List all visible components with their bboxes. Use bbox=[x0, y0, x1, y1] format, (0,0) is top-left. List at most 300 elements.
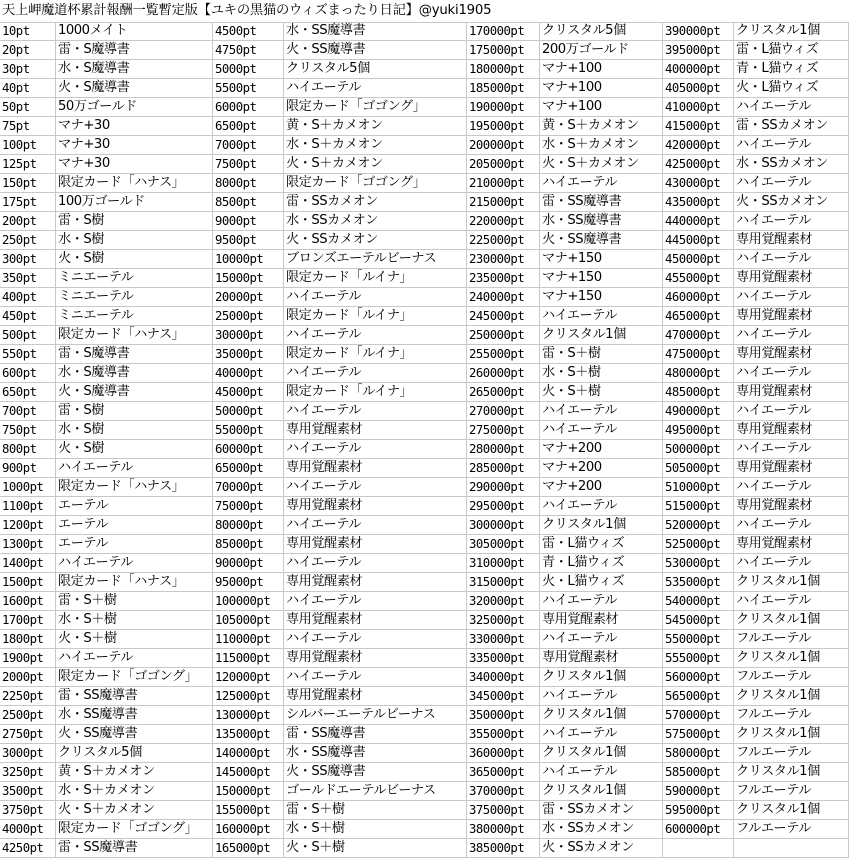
reward-cell: ハイエーテル bbox=[540, 307, 663, 326]
reward-cell: ハイエーテル bbox=[734, 364, 849, 383]
points-cell: 5500pt bbox=[213, 79, 284, 98]
reward-cell: ハイエーテル bbox=[284, 402, 467, 421]
reward-cell: 専用覚醒素材 bbox=[734, 459, 849, 478]
points-cell: 465000pt bbox=[663, 307, 734, 326]
reward-cell: 水・SSカメオン bbox=[284, 212, 467, 231]
points-cell: 275000pt bbox=[467, 421, 540, 440]
points-cell: 4000pt bbox=[0, 820, 56, 839]
reward-cell: 雷・S樹 bbox=[56, 402, 213, 421]
points-cell: 295000pt bbox=[467, 497, 540, 516]
reward-cell: エーテル bbox=[56, 497, 213, 516]
reward-cell: 専用覚醒素材 bbox=[540, 611, 663, 630]
points-cell: 435000pt bbox=[663, 193, 734, 212]
points-cell: 1800pt bbox=[0, 630, 56, 649]
points-cell: 570000pt bbox=[663, 706, 734, 725]
points-cell: 6000pt bbox=[213, 98, 284, 117]
points-cell: 3500pt bbox=[0, 782, 56, 801]
reward-cell: ハイエーテル bbox=[734, 98, 849, 117]
reward-cell: 火・S＋樹 bbox=[284, 839, 467, 858]
reward-cell: 専用覚醒素材 bbox=[284, 421, 467, 440]
reward-cell: 雷・L猫ウィズ bbox=[734, 41, 849, 60]
points-cell: 565000pt bbox=[663, 687, 734, 706]
reward-cell: エーテル bbox=[56, 516, 213, 535]
reward-cell: ブロンズエーテルビーナス bbox=[284, 250, 467, 269]
points-cell: 525000pt bbox=[663, 535, 734, 554]
points-cell: 375000pt bbox=[467, 801, 540, 820]
points-cell: 1300pt bbox=[0, 535, 56, 554]
reward-cell: 限定カード「ハナス」 bbox=[56, 478, 213, 497]
reward-cell: 黄・S＋カメオン bbox=[284, 117, 467, 136]
points-cell: 175pt bbox=[0, 193, 56, 212]
reward-cell: 雷・SS魔導書 bbox=[284, 725, 467, 744]
reward-cell: 水・S魔導書 bbox=[56, 60, 213, 79]
points-cell: 205000pt bbox=[467, 155, 540, 174]
reward-cell: フルエーテル bbox=[734, 782, 849, 801]
points-cell: 140000pt bbox=[213, 744, 284, 763]
points-cell: 30000pt bbox=[213, 326, 284, 345]
reward-cell: 雷・SSカメオン bbox=[284, 193, 467, 212]
points-cell: 145000pt bbox=[213, 763, 284, 782]
reward-cell: クリスタル1個 bbox=[734, 573, 849, 592]
points-cell: 180000pt bbox=[467, 60, 540, 79]
reward-cell: 専用覚醒素材 bbox=[734, 345, 849, 364]
reward-cell: 火・S＋樹 bbox=[56, 630, 213, 649]
points-cell: 4250pt bbox=[0, 839, 56, 858]
reward-cell: 黄・S＋カメオン bbox=[56, 763, 213, 782]
reward-cell: ハイエーテル bbox=[734, 402, 849, 421]
points-cell: 70000pt bbox=[213, 478, 284, 497]
points-cell: 490000pt bbox=[663, 402, 734, 421]
points-cell: 7000pt bbox=[213, 136, 284, 155]
reward-cell: 専用覚醒素材 bbox=[284, 497, 467, 516]
reward-cell: ハイエーテル bbox=[540, 725, 663, 744]
points-cell: 230000pt bbox=[467, 250, 540, 269]
reward-cell: ハイエーテル bbox=[284, 592, 467, 611]
reward-cell: 1000メイト bbox=[56, 22, 213, 41]
reward-cell: ハイエーテル bbox=[540, 402, 663, 421]
reward-cell: 火・SS魔導書 bbox=[284, 763, 467, 782]
points-cell: 220000pt bbox=[467, 212, 540, 231]
points-cell: 150000pt bbox=[213, 782, 284, 801]
reward-cell: ミニエーテル bbox=[56, 269, 213, 288]
points-cell: 55000pt bbox=[213, 421, 284, 440]
reward-cell: 限定カード「ハナス」 bbox=[56, 174, 213, 193]
points-cell: 40pt bbox=[0, 79, 56, 98]
reward-cell: ミニエーテル bbox=[56, 288, 213, 307]
reward-cell: ハイエーテル bbox=[284, 630, 467, 649]
reward-cell bbox=[734, 839, 849, 858]
reward-cell: 水・S＋樹 bbox=[540, 364, 663, 383]
reward-cell: 専用覚醒素材 bbox=[284, 649, 467, 668]
points-cell: 1700pt bbox=[0, 611, 56, 630]
reward-cell: 青・L猫ウィズ bbox=[734, 60, 849, 79]
reward-cell: 雷・SSカメオン bbox=[540, 801, 663, 820]
reward-cell: 専用覚醒素材 bbox=[284, 611, 467, 630]
reward-cell: 限定カード「ゴゴング」 bbox=[284, 174, 467, 193]
reward-cell: 火・SS魔導書 bbox=[56, 725, 213, 744]
points-cell: 1200pt bbox=[0, 516, 56, 535]
reward-cell: ハイエーテル bbox=[734, 326, 849, 345]
points-cell: 3750pt bbox=[0, 801, 56, 820]
points-cell: 325000pt bbox=[467, 611, 540, 630]
points-cell: 110000pt bbox=[213, 630, 284, 649]
reward-cell: マナ+100 bbox=[540, 79, 663, 98]
reward-cell: クリスタル5個 bbox=[56, 744, 213, 763]
points-cell: 300000pt bbox=[467, 516, 540, 535]
reward-cell: 水・S樹 bbox=[56, 421, 213, 440]
reward-cell: 雷・SS魔導書 bbox=[540, 193, 663, 212]
reward-cell: 専用覚醒素材 bbox=[734, 535, 849, 554]
points-cell: 550000pt bbox=[663, 630, 734, 649]
points-cell: 235000pt bbox=[467, 269, 540, 288]
reward-cell: 限定カード「ルイナ」 bbox=[284, 269, 467, 288]
reward-cell: ハイエーテル bbox=[540, 763, 663, 782]
points-cell: 520000pt bbox=[663, 516, 734, 535]
points-cell: 135000pt bbox=[213, 725, 284, 744]
points-cell: 400000pt bbox=[663, 60, 734, 79]
reward-cell: ハイエーテル bbox=[734, 478, 849, 497]
points-cell: 350000pt bbox=[467, 706, 540, 725]
points-cell: 485000pt bbox=[663, 383, 734, 402]
reward-cell: マナ+30 bbox=[56, 155, 213, 174]
points-cell: 90000pt bbox=[213, 554, 284, 573]
reward-cell: 200万ゴールド bbox=[540, 41, 663, 60]
reward-cell: 専用覚醒素材 bbox=[284, 687, 467, 706]
points-cell: 280000pt bbox=[467, 440, 540, 459]
reward-cell: 火・L猫ウィズ bbox=[734, 79, 849, 98]
points-cell: 380000pt bbox=[467, 820, 540, 839]
points-cell: 25000pt bbox=[213, 307, 284, 326]
points-cell: 415000pt bbox=[663, 117, 734, 136]
points-cell: 330000pt bbox=[467, 630, 540, 649]
points-cell: 590000pt bbox=[663, 782, 734, 801]
points-cell: 345000pt bbox=[467, 687, 540, 706]
points-cell: 585000pt bbox=[663, 763, 734, 782]
reward-cell: 水・SS魔導書 bbox=[284, 744, 467, 763]
points-cell: 2000pt bbox=[0, 668, 56, 687]
reward-cell: 限定カード「ゴゴング」 bbox=[56, 668, 213, 687]
points-cell: 515000pt bbox=[663, 497, 734, 516]
reward-cell: ハイエーテル bbox=[284, 440, 467, 459]
points-cell: 9500pt bbox=[213, 231, 284, 250]
reward-cell: ハイエーテル bbox=[56, 649, 213, 668]
reward-cell: 水・SSカメオン bbox=[540, 820, 663, 839]
points-cell: 9000pt bbox=[213, 212, 284, 231]
points-cell: 550pt bbox=[0, 345, 56, 364]
reward-cell: 水・SS魔導書 bbox=[284, 22, 467, 41]
reward-cell: 専用覚醒素材 bbox=[284, 573, 467, 592]
points-cell: 150pt bbox=[0, 174, 56, 193]
points-cell: 80000pt bbox=[213, 516, 284, 535]
reward-cell: シルバーエーテルビーナス bbox=[284, 706, 467, 725]
points-cell: 3250pt bbox=[0, 763, 56, 782]
points-cell: 8500pt bbox=[213, 193, 284, 212]
reward-cell: クリスタル1個 bbox=[734, 801, 849, 820]
reward-cell: 火・S＋カメオン bbox=[540, 155, 663, 174]
points-cell: 405000pt bbox=[663, 79, 734, 98]
reward-cell: ハイエーテル bbox=[734, 288, 849, 307]
points-cell: 445000pt bbox=[663, 231, 734, 250]
reward-cell: マナ+200 bbox=[540, 440, 663, 459]
points-cell: 650pt bbox=[0, 383, 56, 402]
points-cell: 200pt bbox=[0, 212, 56, 231]
points-cell: 350pt bbox=[0, 269, 56, 288]
points-cell: 85000pt bbox=[213, 535, 284, 554]
reward-cell: マナ+200 bbox=[540, 459, 663, 478]
reward-cell: マナ+100 bbox=[540, 60, 663, 79]
points-cell: 385000pt bbox=[467, 839, 540, 858]
points-cell: 255000pt bbox=[467, 345, 540, 364]
points-cell: 75pt bbox=[0, 117, 56, 136]
points-cell: 900pt bbox=[0, 459, 56, 478]
points-cell: 260000pt bbox=[467, 364, 540, 383]
reward-cell: クリスタル5個 bbox=[540, 22, 663, 41]
points-cell: 500pt bbox=[0, 326, 56, 345]
points-cell: 475000pt bbox=[663, 345, 734, 364]
points-cell: 1900pt bbox=[0, 649, 56, 668]
reward-cell: フルエーテル bbox=[734, 706, 849, 725]
points-cell: 190000pt bbox=[467, 98, 540, 117]
reward-cell: 火・S樹 bbox=[56, 440, 213, 459]
reward-cell: ハイエーテル bbox=[540, 687, 663, 706]
points-cell: 470000pt bbox=[663, 326, 734, 345]
points-cell: 600pt bbox=[0, 364, 56, 383]
reward-cell: クリスタル1個 bbox=[540, 326, 663, 345]
reward-cell: 専用覚醒素材 bbox=[734, 383, 849, 402]
reward-cell: ハイエーテル bbox=[284, 79, 467, 98]
reward-cell: 雷・S＋樹 bbox=[540, 345, 663, 364]
reward-cell: 雷・S魔導書 bbox=[56, 345, 213, 364]
reward-cell: ハイエーテル bbox=[540, 174, 663, 193]
points-cell: 165000pt bbox=[213, 839, 284, 858]
reward-cell: ハイエーテル bbox=[734, 440, 849, 459]
reward-cell: ハイエーテル bbox=[284, 364, 467, 383]
points-cell: 450pt bbox=[0, 307, 56, 326]
points-cell: 540000pt bbox=[663, 592, 734, 611]
reward-cell: クリスタル1個 bbox=[734, 763, 849, 782]
reward-cell: ハイエーテル bbox=[734, 136, 849, 155]
reward-cell: 火・SS魔導書 bbox=[284, 41, 467, 60]
reward-cell: 限定カード「ルイナ」 bbox=[284, 345, 467, 364]
reward-cell: 火・S＋カメオン bbox=[284, 155, 467, 174]
points-cell: 20000pt bbox=[213, 288, 284, 307]
reward-cell: ハイエーテル bbox=[56, 459, 213, 478]
reward-cell: 専用覚醒素材 bbox=[734, 497, 849, 516]
points-cell: 310000pt bbox=[467, 554, 540, 573]
points-cell: 285000pt bbox=[467, 459, 540, 478]
points-cell: 420000pt bbox=[663, 136, 734, 155]
points-cell: 305000pt bbox=[467, 535, 540, 554]
reward-cell: 水・S＋樹 bbox=[284, 820, 467, 839]
reward-cell: クリスタル1個 bbox=[540, 744, 663, 763]
points-cell: 400pt bbox=[0, 288, 56, 307]
points-cell: 195000pt bbox=[467, 117, 540, 136]
reward-cell: 限定カード「ゴゴング」 bbox=[56, 820, 213, 839]
reward-cell: クリスタル1個 bbox=[540, 668, 663, 687]
reward-cell: ミニエーテル bbox=[56, 307, 213, 326]
reward-cell: クリスタル1個 bbox=[734, 725, 849, 744]
points-cell: 530000pt bbox=[663, 554, 734, 573]
reward-cell: 雷・L猫ウィズ bbox=[540, 535, 663, 554]
title-row bbox=[0, 0, 849, 23]
points-cell: 15000pt bbox=[213, 269, 284, 288]
reward-cell: 水・S＋カメオン bbox=[540, 136, 663, 155]
points-cell: 460000pt bbox=[663, 288, 734, 307]
reward-cell: クリスタル1個 bbox=[540, 706, 663, 725]
reward-cell: 限定カード「ハナス」 bbox=[56, 326, 213, 345]
points-cell: 3000pt bbox=[0, 744, 56, 763]
reward-cell: ハイエーテル bbox=[284, 516, 467, 535]
reward-cell: 雷・S樹 bbox=[56, 212, 213, 231]
reward-cell: 専用覚醒素材 bbox=[284, 459, 467, 478]
reward-cell: 水・SSカメオン bbox=[734, 155, 849, 174]
points-cell: 560000pt bbox=[663, 668, 734, 687]
points-cell: 700pt bbox=[0, 402, 56, 421]
points-cell: 395000pt bbox=[663, 41, 734, 60]
points-cell: 600000pt bbox=[663, 820, 734, 839]
points-cell: 365000pt bbox=[467, 763, 540, 782]
points-cell: 40000pt bbox=[213, 364, 284, 383]
reward-cell: ハイエーテル bbox=[56, 554, 213, 573]
points-cell: 250pt bbox=[0, 231, 56, 250]
reward-cell: ハイエーテル bbox=[540, 592, 663, 611]
points-cell: 545000pt bbox=[663, 611, 734, 630]
reward-cell: 火・SSカメオン bbox=[540, 839, 663, 858]
reward-cell: 専用覚醒素材 bbox=[734, 231, 849, 250]
reward-cell: 水・S樹 bbox=[56, 231, 213, 250]
points-cell: 130000pt bbox=[213, 706, 284, 725]
reward-cell: 火・SSカメオン bbox=[734, 193, 849, 212]
points-cell: 215000pt bbox=[467, 193, 540, 212]
reward-cell: マナ+30 bbox=[56, 117, 213, 136]
points-cell: 410000pt bbox=[663, 98, 734, 117]
points-cell: 10000pt bbox=[213, 250, 284, 269]
reward-cell: クリスタル1個 bbox=[540, 782, 663, 801]
reward-cell: 水・S＋カメオン bbox=[56, 782, 213, 801]
points-cell: 500000pt bbox=[663, 440, 734, 459]
points-cell: 120000pt bbox=[213, 668, 284, 687]
points-cell bbox=[663, 839, 734, 858]
points-cell: 355000pt bbox=[467, 725, 540, 744]
points-cell: 200000pt bbox=[467, 136, 540, 155]
reward-cell: クリスタル1個 bbox=[734, 22, 849, 41]
points-cell: 225000pt bbox=[467, 231, 540, 250]
points-cell: 360000pt bbox=[467, 744, 540, 763]
points-cell: 20pt bbox=[0, 41, 56, 60]
reward-cell: ハイエーテル bbox=[284, 478, 467, 497]
reward-cell: クリスタル1個 bbox=[734, 649, 849, 668]
points-cell: 30pt bbox=[0, 60, 56, 79]
reward-cell: 青・L猫ウィズ bbox=[540, 554, 663, 573]
reward-cell: 雷・S＋樹 bbox=[56, 592, 213, 611]
points-cell: 2250pt bbox=[0, 687, 56, 706]
points-cell: 450000pt bbox=[663, 250, 734, 269]
reward-cell: ハイエーテル bbox=[734, 174, 849, 193]
reward-cell: ハイエーテル bbox=[284, 554, 467, 573]
reward-cell: 水・S魔導書 bbox=[56, 364, 213, 383]
reward-cell: ハイエーテル bbox=[734, 516, 849, 535]
reward-cell: ハイエーテル bbox=[284, 668, 467, 687]
points-cell: 320000pt bbox=[467, 592, 540, 611]
points-cell: 1000pt bbox=[0, 478, 56, 497]
reward-cell: 専用覚醒素材 bbox=[734, 421, 849, 440]
reward-cell: 専用覚醒素材 bbox=[734, 307, 849, 326]
points-cell: 125pt bbox=[0, 155, 56, 174]
reward-cell: 火・SSカメオン bbox=[284, 231, 467, 250]
reward-cell: ハイエーテル bbox=[284, 326, 467, 345]
points-cell: 185000pt bbox=[467, 79, 540, 98]
reward-cell: クリスタル1個 bbox=[734, 611, 849, 630]
reward-cell: ハイエーテル bbox=[540, 421, 663, 440]
reward-cell: クリスタル5個 bbox=[284, 60, 467, 79]
points-cell: 100000pt bbox=[213, 592, 284, 611]
points-cell: 270000pt bbox=[467, 402, 540, 421]
points-cell: 50pt bbox=[0, 98, 56, 117]
reward-cell: 100万ゴールド bbox=[56, 193, 213, 212]
reward-cell: 火・L猫ウィズ bbox=[540, 573, 663, 592]
reward-cell: 雷・SSカメオン bbox=[734, 117, 849, 136]
points-cell: 65000pt bbox=[213, 459, 284, 478]
points-cell: 370000pt bbox=[467, 782, 540, 801]
points-cell: 75000pt bbox=[213, 497, 284, 516]
points-cell: 440000pt bbox=[663, 212, 734, 231]
points-cell: 595000pt bbox=[663, 801, 734, 820]
points-cell: 100pt bbox=[0, 136, 56, 155]
points-cell: 4750pt bbox=[213, 41, 284, 60]
points-cell: 750pt bbox=[0, 421, 56, 440]
reward-cell: 火・S＋樹 bbox=[540, 383, 663, 402]
reward-cell: フルエーテル bbox=[734, 630, 849, 649]
points-cell: 210000pt bbox=[467, 174, 540, 193]
reward-cell: マナ+100 bbox=[540, 98, 663, 117]
reward-cell: ゴールドエーテルビーナス bbox=[284, 782, 467, 801]
reward-cell: 限定カード「ルイナ」 bbox=[284, 383, 467, 402]
points-cell: 125000pt bbox=[213, 687, 284, 706]
reward-cell: 火・S魔導書 bbox=[56, 79, 213, 98]
points-cell: 8000pt bbox=[213, 174, 284, 193]
reward-cell: 50万ゴールド bbox=[56, 98, 213, 117]
points-cell: 455000pt bbox=[663, 269, 734, 288]
points-cell: 335000pt bbox=[467, 649, 540, 668]
reward-cell: ハイエーテル bbox=[734, 250, 849, 269]
points-cell: 5000pt bbox=[213, 60, 284, 79]
points-cell: 170000pt bbox=[467, 22, 540, 41]
points-cell: 1100pt bbox=[0, 497, 56, 516]
reward-cell: 雷・S魔導書 bbox=[56, 41, 213, 60]
points-cell: 240000pt bbox=[467, 288, 540, 307]
points-cell: 340000pt bbox=[467, 668, 540, 687]
reward-cell: 水・S＋樹 bbox=[56, 611, 213, 630]
points-cell: 6500pt bbox=[213, 117, 284, 136]
reward-cell: 水・SS魔導書 bbox=[540, 212, 663, 231]
reward-cell: フルエーテル bbox=[734, 668, 849, 687]
points-cell: 425000pt bbox=[663, 155, 734, 174]
reward-cell: ハイエーテル bbox=[734, 212, 849, 231]
reward-cell: 火・S魔導書 bbox=[56, 383, 213, 402]
reward-cell: 限定カード「ゴゴング」 bbox=[284, 98, 467, 117]
reward-cell: 限定カード「ルイナ」 bbox=[284, 307, 467, 326]
points-cell: 265000pt bbox=[467, 383, 540, 402]
points-cell: 45000pt bbox=[213, 383, 284, 402]
points-cell: 4500pt bbox=[213, 22, 284, 41]
points-cell: 105000pt bbox=[213, 611, 284, 630]
points-cell: 580000pt bbox=[663, 744, 734, 763]
reward-cell: ハイエーテル bbox=[540, 497, 663, 516]
points-cell: 290000pt bbox=[467, 478, 540, 497]
points-cell: 95000pt bbox=[213, 573, 284, 592]
reward-cell: マナ+30 bbox=[56, 136, 213, 155]
points-cell: 430000pt bbox=[663, 174, 734, 193]
